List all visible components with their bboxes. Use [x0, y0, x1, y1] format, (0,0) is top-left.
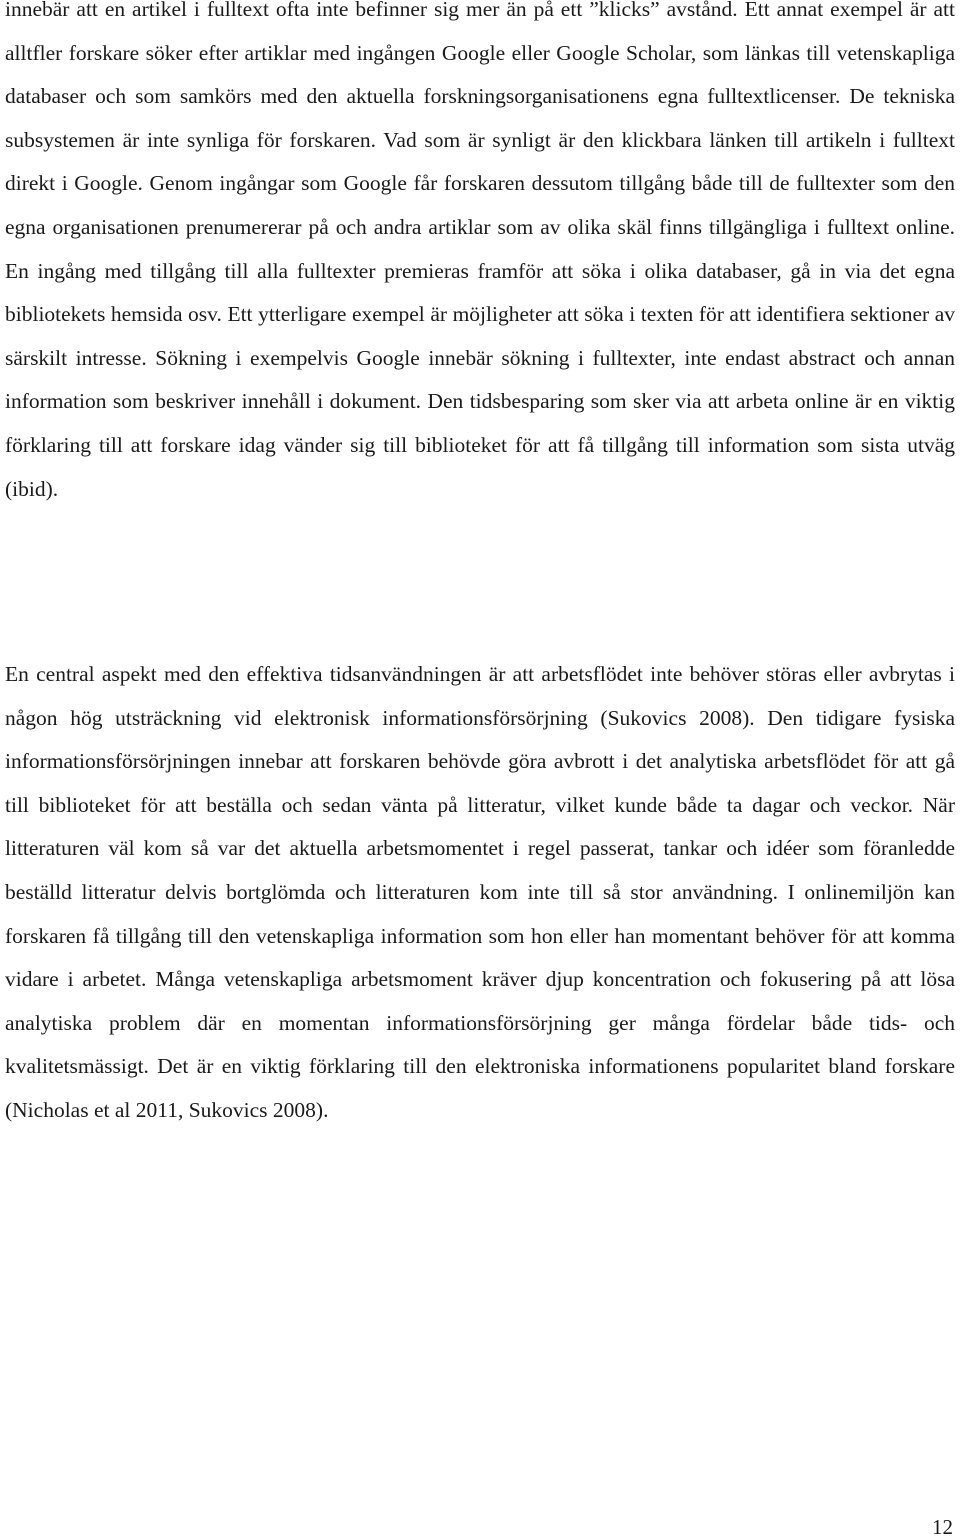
- page-number: 12: [932, 1515, 953, 1539]
- body-paragraph-2: En central aspekt med den effektiva tidsanvändningen är att arbetsflödet inte behöver störas eller avbrytas i någon hög utsträckning vid elektronisk informationsförsörjning (Sukovics 2008). Den tidigare fysiska informationsförsörjningen innebar att forskaren behövde göra avbrott i det analytiska arbetsflödet för att gå till biblioteket för att beställa och sedan vänta på litteratur, vilket kunde både ta dagar och veckor. När litteraturen väl kom så var det aktuella arbetsmomentet i regel passerat, tankar och idéer som föranledde beställd litteratur delvis bortglömda och litteraturen kom inte till så stor användning. I onlinemiljön kan forskaren få tillgång till den vetenskapliga information som hon eller han momentant behöver för att komma vidare i arbetet. Många vetenskapliga arbetsmoment kräver djup koncentration och fokusering på att lösa analytiska problem där en momentan informationsförsörjning ger många fördelar både tids- och kvalitetsmässigt. Det är en viktig förklaring till den elektroniska informationens popularitet bland forskare (Nicholas et al 2011, Sukovics 2008).: [5, 662, 955, 1122]
- body-paragraph-1: innebär att en artikel i fulltext ofta inte befinner sig mer än på ett ”klicks” avstånd. Ett annat exempel är att alltfler forskare söker efter artiklar med ingången Google eller Google Scholar, som länkas till vetenskapliga databaser och som samkörs med den aktuella forskningsorganisationens egna fulltextlicenser. De tekniska subsystemen är inte synliga för forskaren. Vad som är synligt är den klickbara länken till artikeln i fulltext direkt i Google. Genom ingångar som Google får forskaren dessutom tillgång både till de fulltexter som den egna organisationen prenumererar på och andra artiklar som av olika skäl finns tillgängliga i fulltext online. En ingång med tillgång till alla fulltexter premieras framför att söka i olika databaser, gå in via det egna bibliotekets hemsida osv. Ett ytterligare exempel är möjligheter att söka i texten för att identifiera sektioner av särskilt intresse. Sökning i exempelvis Google innebär sökning i fulltexter, inte endast abstract och annan information som beskriver innehåll i dokument. Den tidsbesparing som sker via att arbeta online är en viktig förklaring till att forskare idag vänder sig till biblioteket för att få tillgång till information som sista utväg (ibid).: [5, 0, 955, 501]
